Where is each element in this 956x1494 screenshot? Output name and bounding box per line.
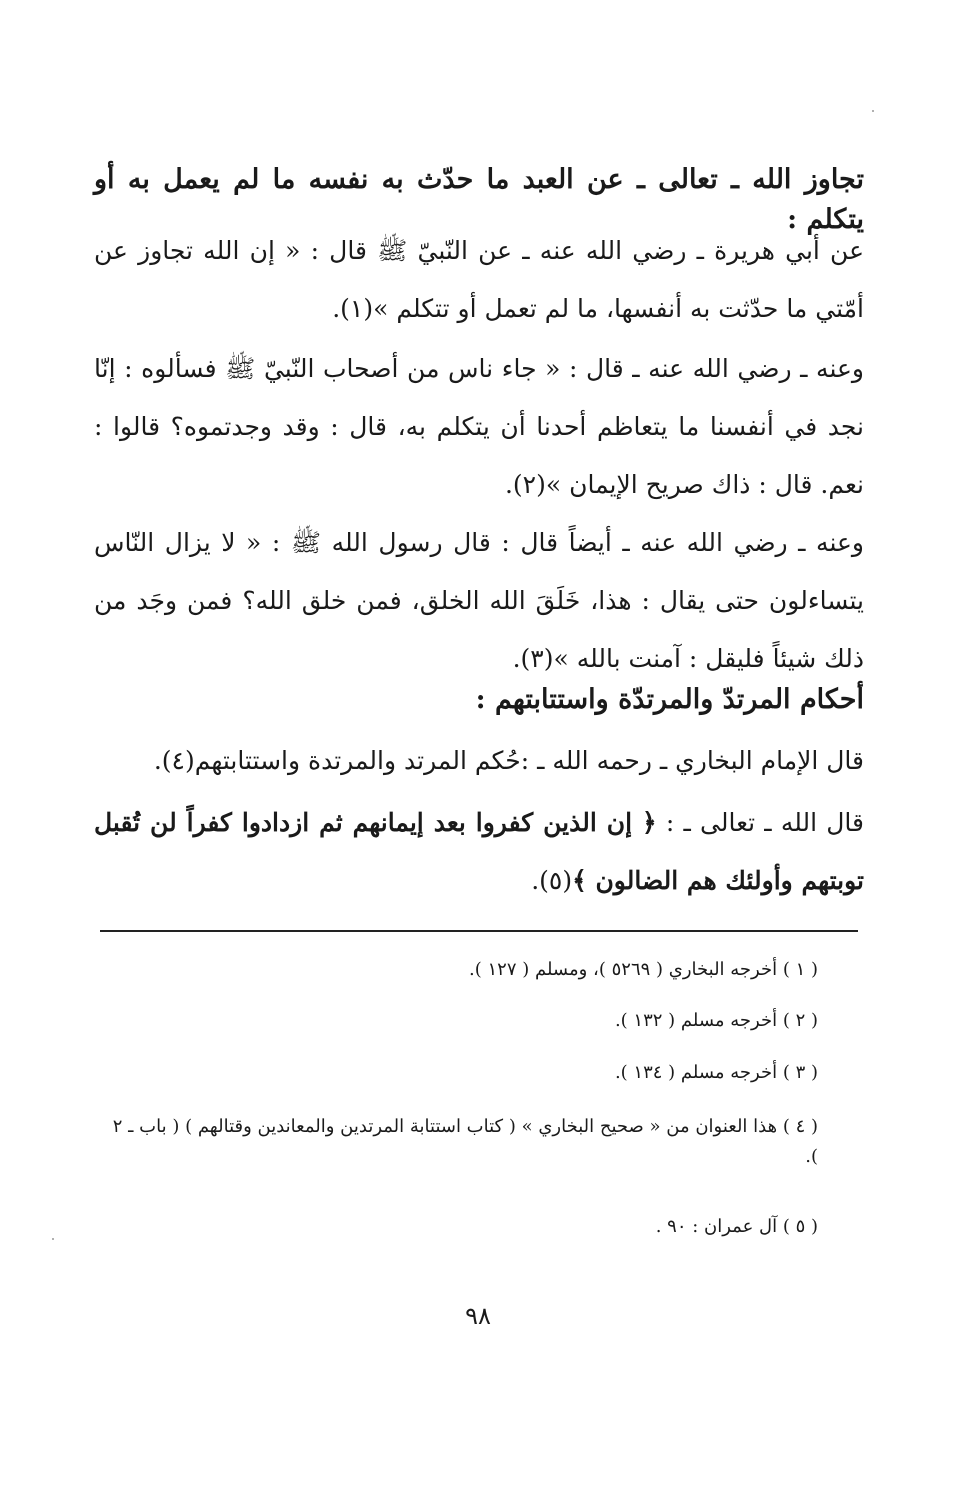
footnote-3: ( ٣ ) أخرجه مسلم ( ١٣٤ ). (614, 1062, 818, 1083)
footnote-1: ( ١ ) أخرجه البخاري ( ٥٢٦٩ )، ومسلم ( ١٢٧ ). (469, 959, 818, 980)
scan-speck (52, 1238, 54, 1240)
scan-speck (872, 110, 874, 112)
footnote-separator (100, 930, 858, 932)
paragraph-quran-verse (94, 794, 864, 910)
footnote-5: ( ٥ ) آل عمران : ٩٠ . (655, 1216, 818, 1237)
footnote-4: ( ٤ ) هذا العنوان من « صحيح البخاري » ( كتاب استتابة المرتدين والمعاندين وقتالهم ) ( باب ـ ٢ ). (112, 1116, 818, 1167)
verse-intro: قال الله ـ تعالى ـ : (656, 808, 864, 837)
section-heading-whispers: تجاوز الله ـ تعالى ـ عن العبد ما حدّث به نفسه ما لم يعمل به أو يتكلم : (94, 164, 864, 235)
paragraph-hadith-3: وعنه ـ رضي الله عنه ـ أيضاً قال : قال رسول الله ﷺ : « لا يزال النّاس يتساءلون حتى يقال : هذا، خَلَقَ الله الخلق، فمن خلق الله؟ فمن وجَد من ذلك شيئاً فليقل : آمنت بالله »(٣). (94, 528, 864, 673)
paragraph-hadith-2: وعنه ـ رضي الله عنه ـ قال : « جاء ناس من أصحاب النّبيّ ﷺ فسألوه : إنّا نجد في أنفسنا ما يتعاظم أحدنا أن يتكلم به، قال : وقد وجدتموه؟ قالوا : نعم. قال : ذاك صريح الإيمان »(٢). (94, 354, 864, 499)
verse-text: ﴿ إن الذين كفروا بعد إيمانهم ثم ازدادوا كفراً لن تُقبل توبتهم وأولئك هم الضالون ﴾ (94, 808, 864, 895)
page-number: ٩٨ (465, 1302, 491, 1330)
paragraph-hadith-1: عن أبي هريرة ـ رضي الله عنه ـ عن النّبيّ ﷺ قال : « إن الله تجاوز عن أمّتي ما حدّثت به أنفسها، ما لم تعمل أو تتكلم »(١). (94, 236, 864, 323)
section-heading-apostate: أحكام المرتدّ والمرتدّة واستتابتهم : (475, 684, 864, 715)
footnote-2: ( ٢ ) أخرجه مسلم ( ١٣٢ ). (614, 1010, 818, 1031)
verse-footnote-ref: (٥). (531, 866, 573, 895)
paragraph-bukhari-quote: قال الإمام البخاري ـ رحمه الله ـ :حُكم المرتد والمرتدة واستتابتهم(٤). (153, 746, 864, 775)
